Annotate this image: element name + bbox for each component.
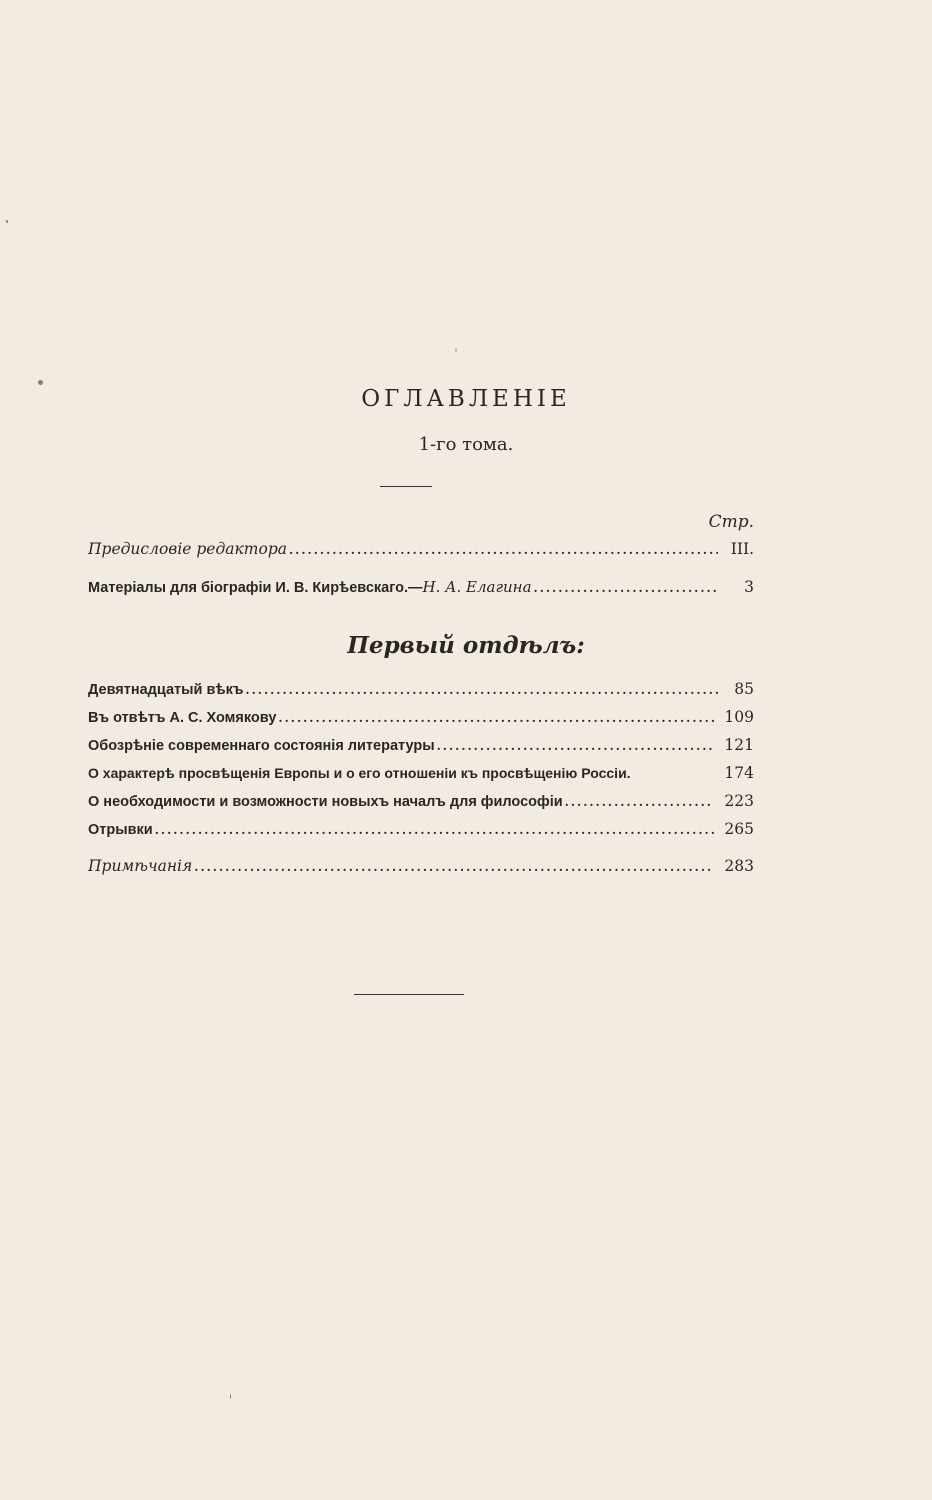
section-heading: Первый отдѣлъ: <box>347 632 585 659</box>
toc-entry-title: Примѣчанія <box>88 857 193 875</box>
toc-entry <box>88 820 754 838</box>
toc-entry <box>88 736 754 754</box>
title-divider <box>380 486 432 487</box>
toc-entry <box>88 708 754 726</box>
toc-entry-title <box>88 578 532 596</box>
toc-entry <box>88 680 754 698</box>
toc-entry-notes <box>88 857 754 875</box>
toc-entry-page: III. <box>730 540 754 558</box>
toc-entry-preface <box>88 540 754 558</box>
page-subtitle: 1-го тома. <box>418 434 514 455</box>
toc-entry-title: Въ отвѣтъ А. С. Хомякову <box>88 710 277 726</box>
toc-entry-title-text: Матеріалы для біографіи И. В. Кирѣевскаго.— <box>88 580 423 596</box>
toc-entry-title: Девятнадцатый вѣкъ <box>88 682 244 698</box>
toc-entry-page: 265 <box>724 820 754 838</box>
toc-entry-title: О характерѣ просвѣщенія Европы и о его отношеніи къ просвѣщенію Россіи. <box>88 765 631 781</box>
paper-speck <box>6 220 8 223</box>
page-title: ОГЛАВЛЕНІЕ <box>361 386 571 412</box>
toc-entry-page: 174 <box>724 764 754 782</box>
dot-leader <box>289 543 718 557</box>
dot-leader <box>155 823 715 837</box>
dot-leader <box>194 860 714 874</box>
page-column-label: Стр. <box>708 512 754 532</box>
dot-leader <box>565 795 715 809</box>
dot-leader <box>437 739 715 753</box>
dot-leader <box>245 683 718 697</box>
toc-entry-title: О необходимости и возможности новыхъ началъ для философіи <box>88 794 563 810</box>
toc-entry-page: 109 <box>724 708 754 726</box>
toc-entry-page: 3 <box>744 578 754 596</box>
toc-entry-title: Отрывки <box>88 822 153 838</box>
toc-entry-page: 223 <box>724 792 754 810</box>
toc-entry-page: 85 <box>734 680 754 698</box>
toc-entry <box>88 792 754 810</box>
toc-entry-page: 283 <box>724 857 754 875</box>
dot-leader <box>278 711 714 725</box>
toc-entry-biography <box>88 578 754 596</box>
paper-speck <box>38 380 43 385</box>
toc-entry-page: 121 <box>724 736 754 754</box>
paper-speck <box>230 1394 231 1399</box>
paper-speck <box>455 348 457 352</box>
toc-entry <box>88 764 754 782</box>
toc-entry-author: Н. А. Елагина <box>422 578 532 596</box>
toc-entry-title: Предисловіе редактора <box>88 540 287 558</box>
end-divider <box>354 994 464 995</box>
toc-entry-title: Обозрѣніе современнаго состоянія литературы <box>88 738 435 754</box>
dot-leader <box>534 581 718 595</box>
